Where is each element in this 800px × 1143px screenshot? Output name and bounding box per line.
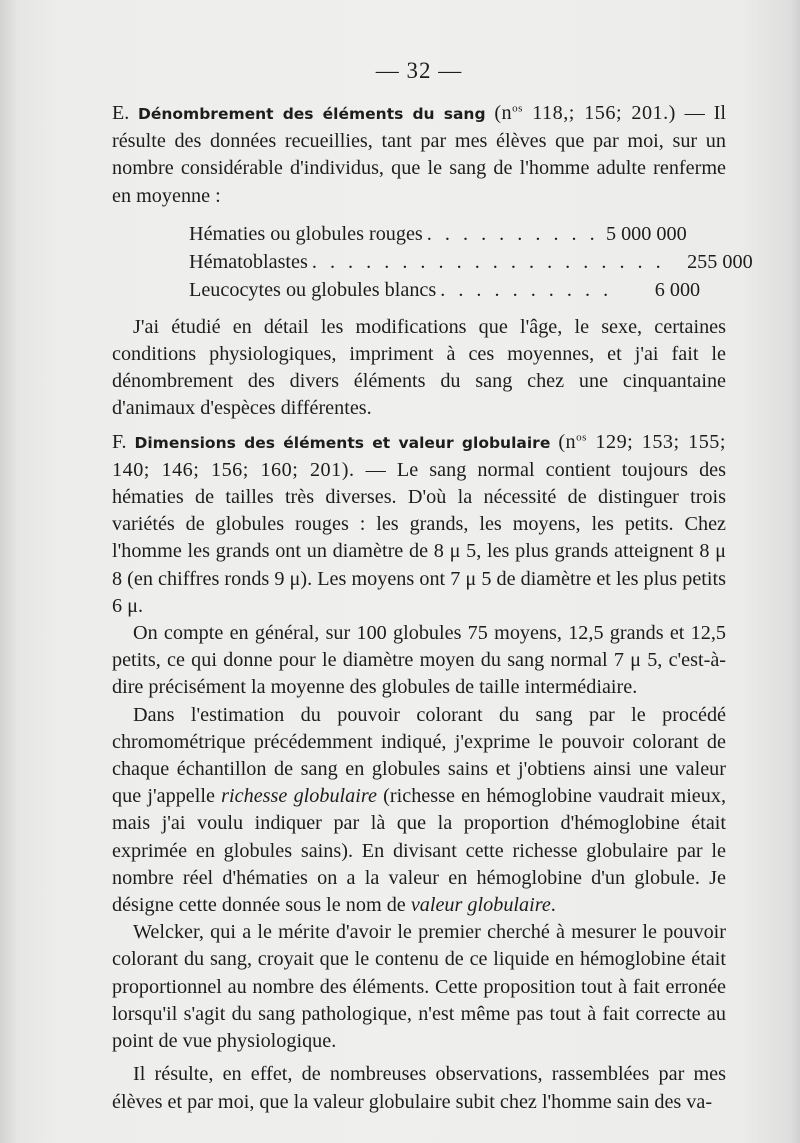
section-f-title: Dimensions des éléments et valeur globulaire xyxy=(134,433,551,452)
term-richesse-globulaire: richesse globulaire xyxy=(221,785,377,808)
row-leader-dots: . . . . . . . . . . . . . . . . . . . . xyxy=(311,250,665,273)
paragraph-3: Dans l'estimation du pouvoir colorant du sang par le procédé chromométrique précédemment indiqué, j'exprime le pouvoir colorant de chaque échantillon de sang en globules sains et j'obtiens ainsi une valeur que j'appelle richesse globulaire (richesse en hémoglobine vaudrait mieux, mais j'ai voulu indiquer par là que la proportion d'hémoglobine était exprimée en globules sains). En divisant cette richesse globulaire par le nombre réel d'hématies on a la valeur en hémoglobine d'un globule. Je désigne cette donnée sous le nom de valeur globulaire. xyxy=(112,703,726,917)
section-f-letter: F. xyxy=(112,430,127,453)
row-label: Hématoblastes xyxy=(189,250,308,273)
section-e-refs: ($n^{os}$ 118,; 156; 201.) xyxy=(494,102,676,124)
row-leader-dots: . . . . . . . . . . xyxy=(440,278,613,301)
page-text xyxy=(112,58,753,1116)
section-e-letter: E. xyxy=(112,102,130,124)
paragraph-2: On compte en général, sur 100 globules 75 moyens, 12,5 grands et 12,5 petits, ce qui donne pour le diamètre moyen du sang normal 7 μ 5, c'est-à-dire précisément la moyenne des globules de taille intermédiaire. xyxy=(112,622,726,699)
section-f-paragraph xyxy=(112,429,726,620)
section-f-refs: ($n^{os}$ 129; 153; 155; 140; 146; 156; 160; 201). xyxy=(112,430,726,481)
table-row xyxy=(189,276,701,304)
page-number: — 32 — xyxy=(375,58,463,83)
row-value: 5 000 000 xyxy=(605,222,687,245)
row-leader-dots: . . . . . . . . . . xyxy=(426,222,599,245)
paragraph-1: J'ai étudié en détail les modifications que l'âge, le sexe, certaines conditions physiologiques, impriment à ces moyennes, et j'ai fait le dénombrement des divers éléments du sang chez une cinquantaine d'animaux d'espèces différentes. xyxy=(112,315,726,420)
row-label: Hématies ou globules rouges xyxy=(189,222,423,245)
section-e-paragraph xyxy=(112,100,726,210)
row-value: 255 000 xyxy=(687,250,753,273)
paragraph-5: Il résulte, en effet, de nombreuses observations, rassemblées par mes élèves et par moi, que la valeur globulaire subit chez l'homme sain des va- xyxy=(112,1063,726,1113)
section-f-text: — Le sang normal contient toujours des hématies de tailles très diverses. D'où la nécessité de distinguer trois variétés de globules rouges : les grands, les moyens, les petits. Chez l'homme les grands ont un diamètre de 8 μ 5, les plus grands atteignent 8 μ 8 (en chiffres ronds 9 μ). Les moyens ont 7 μ 5 de diamètre et les plus petits 6 μ. xyxy=(112,458,726,617)
section-e-title: Dénombrement des éléments du sang xyxy=(138,105,486,123)
term-valeur-globulaire: valeur globulaire xyxy=(410,894,551,917)
paragraph-4: Welcker, qui a le mérite d'avoir le premier cherché à mesurer le pouvoir colorant du sang, croyait que le contenu de ce liquide en hémoglobine était proportionnel au nombre des éléments. Cette proposition tout à fait erronée lorsqu'il s'agit du sang pathologique, n'est même pas tout à fait correcte au point de vue physiologique. xyxy=(112,921,726,1053)
section-e-text: — Il résulte des données recueillies, tant par mes élèves que par moi, sur un nombre considérable d'individus, que le sang de l'homme adulte renferme en moyenne : xyxy=(112,102,726,207)
table-row xyxy=(189,248,753,276)
row-value: 6 000 xyxy=(654,278,701,301)
blood-counts-table xyxy=(189,220,753,304)
table-row xyxy=(189,220,687,248)
row-label: Leucocytes ou globules blancs xyxy=(189,278,437,301)
